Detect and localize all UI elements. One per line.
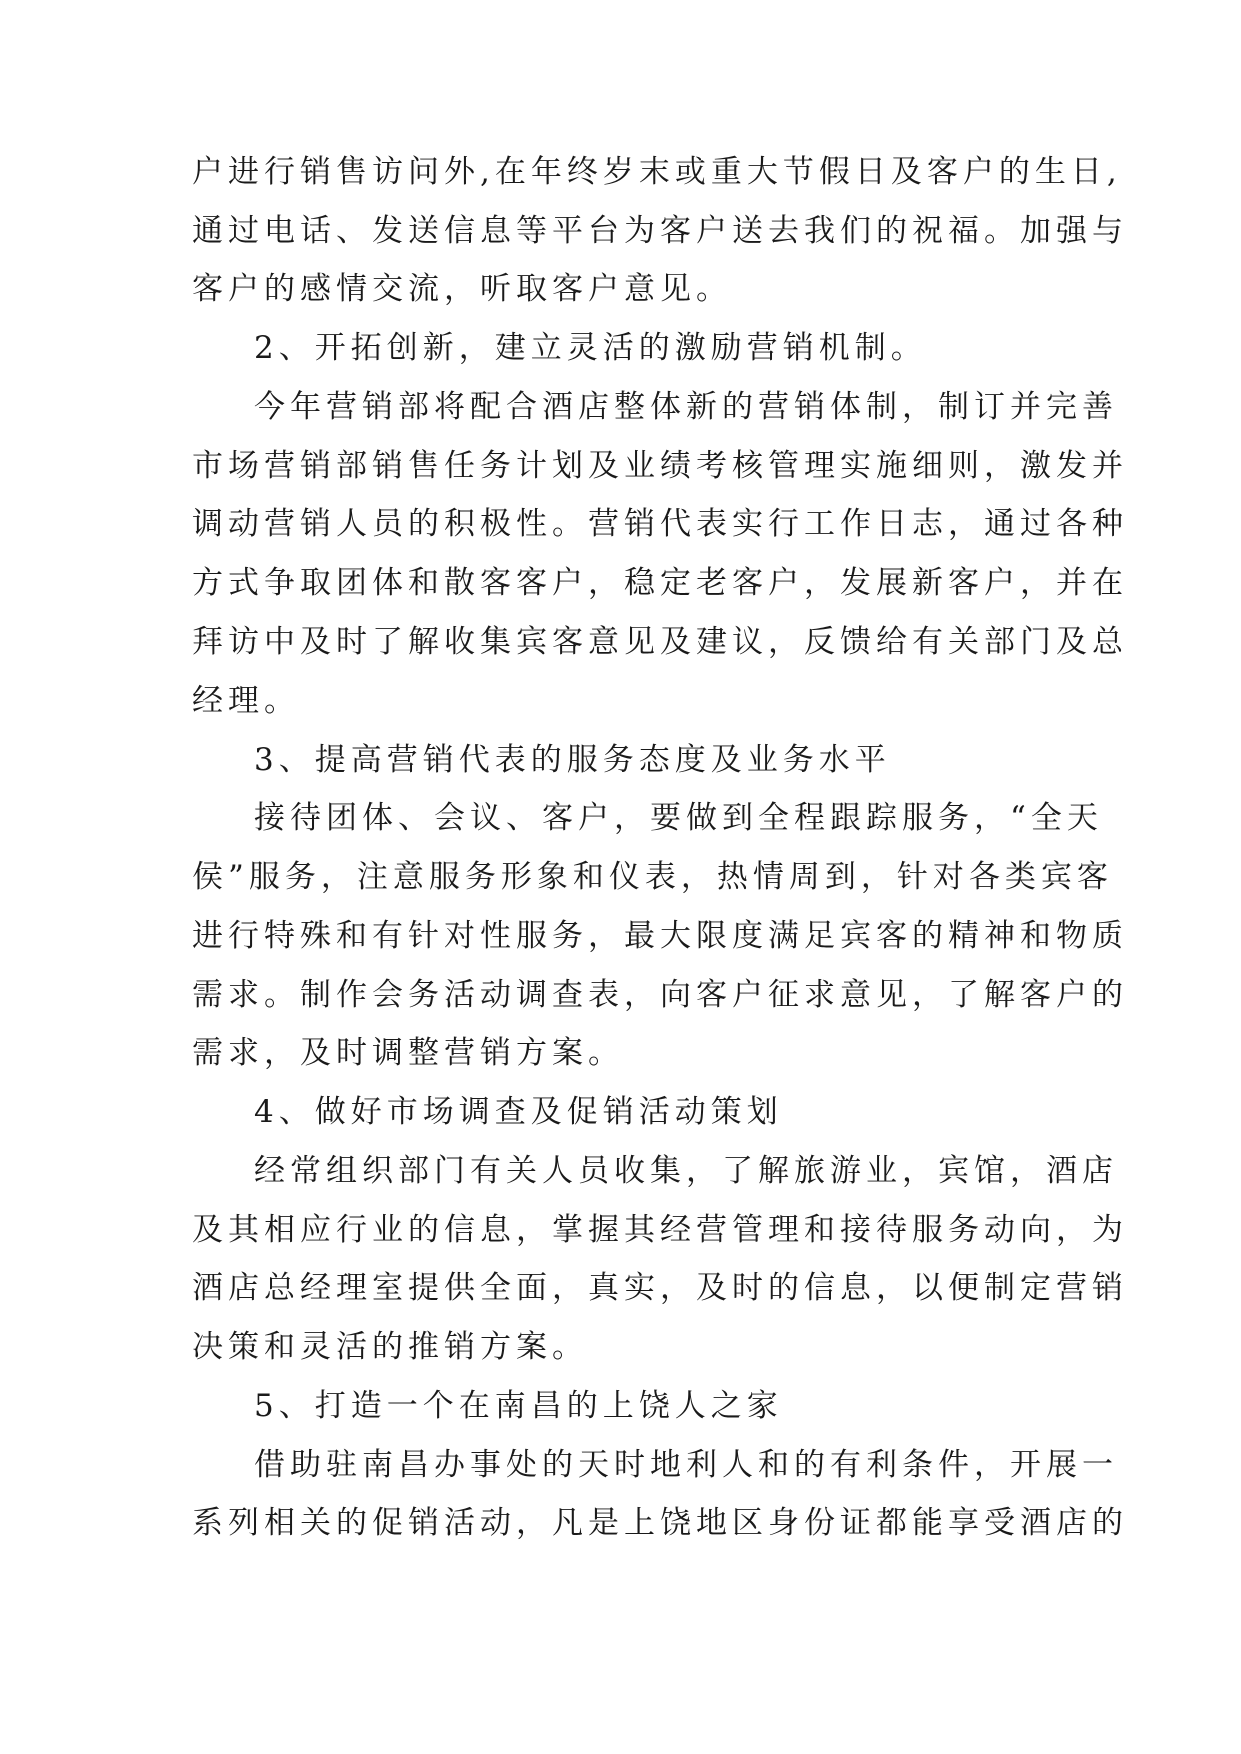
text-line: 通过电话、发送信息等平台为客户送去我们的祝福。加强与 (192, 213, 1128, 249)
text-line: 拜访中及时了解收集宾客意见及建议，反馈给有关部门及总 (192, 624, 1128, 660)
text-line: 进行特殊和有针对性服务，最大限度满足宾客的精神和物质 (192, 918, 1128, 954)
section-heading: 3、提高营销代表的服务态度及业务水平 (254, 742, 891, 778)
paragraph-first-line: 借助驻南昌办事处的天时地利人和的有利条件，开展一 (254, 1447, 1118, 1483)
text-line: 市场营销部销售任务计划及业绩考核管理实施细则，激发并 (192, 448, 1128, 484)
paragraph-first-line: 接待团体、会议、客户，要做到全程跟踪服务，“全天 (254, 800, 1103, 836)
text-line: 经理。 (192, 683, 300, 719)
paragraph-first-line: 今年营销部将配合酒店整体新的营销体制，制订并完善 (254, 389, 1118, 425)
text-line: 侯”服务，注意服务形象和仪表，热情周到，针对各类宾客 (192, 859, 1113, 895)
text-line: 系列相关的促销活动，凡是上饶地区身份证都能享受酒店的 (192, 1505, 1128, 1541)
text-line: 户进行销售访问外,在年终岁末或重大节假日及客户的生日, (192, 154, 1122, 190)
text-line: 需求。制作会务活动调查表，向客户征求意见，了解客户的 (192, 977, 1128, 1013)
section-heading: 2、开拓创新，建立灵活的激励营销机制。 (254, 330, 927, 366)
section-heading: 5、打造一个在南昌的上饶人之家 (254, 1388, 783, 1424)
text-line: 酒店总经理室提供全面，真实，及时的信息，以便制定营销 (192, 1270, 1128, 1306)
text-line: 方式争取团体和散客客户，稳定老客户，发展新客户，并在 (192, 565, 1128, 601)
text-line: 决策和灵活的推销方案。 (192, 1329, 588, 1365)
text-line: 客户的感情交流，听取客户意见。 (192, 271, 732, 307)
text-line: 及其相应行业的信息，掌握其经营管理和接待服务动向，为 (192, 1212, 1128, 1248)
paragraph-first-line: 经常组织部门有关人员收集，了解旅游业，宾馆，酒店 (254, 1153, 1118, 1189)
text-line: 需求，及时调整营销方案。 (192, 1035, 624, 1071)
section-heading: 4、做好市场调查及促销活动策划 (254, 1094, 783, 1130)
text-line: 调动营销人员的积极性。营销代表实行工作日志，通过各种 (192, 506, 1128, 542)
